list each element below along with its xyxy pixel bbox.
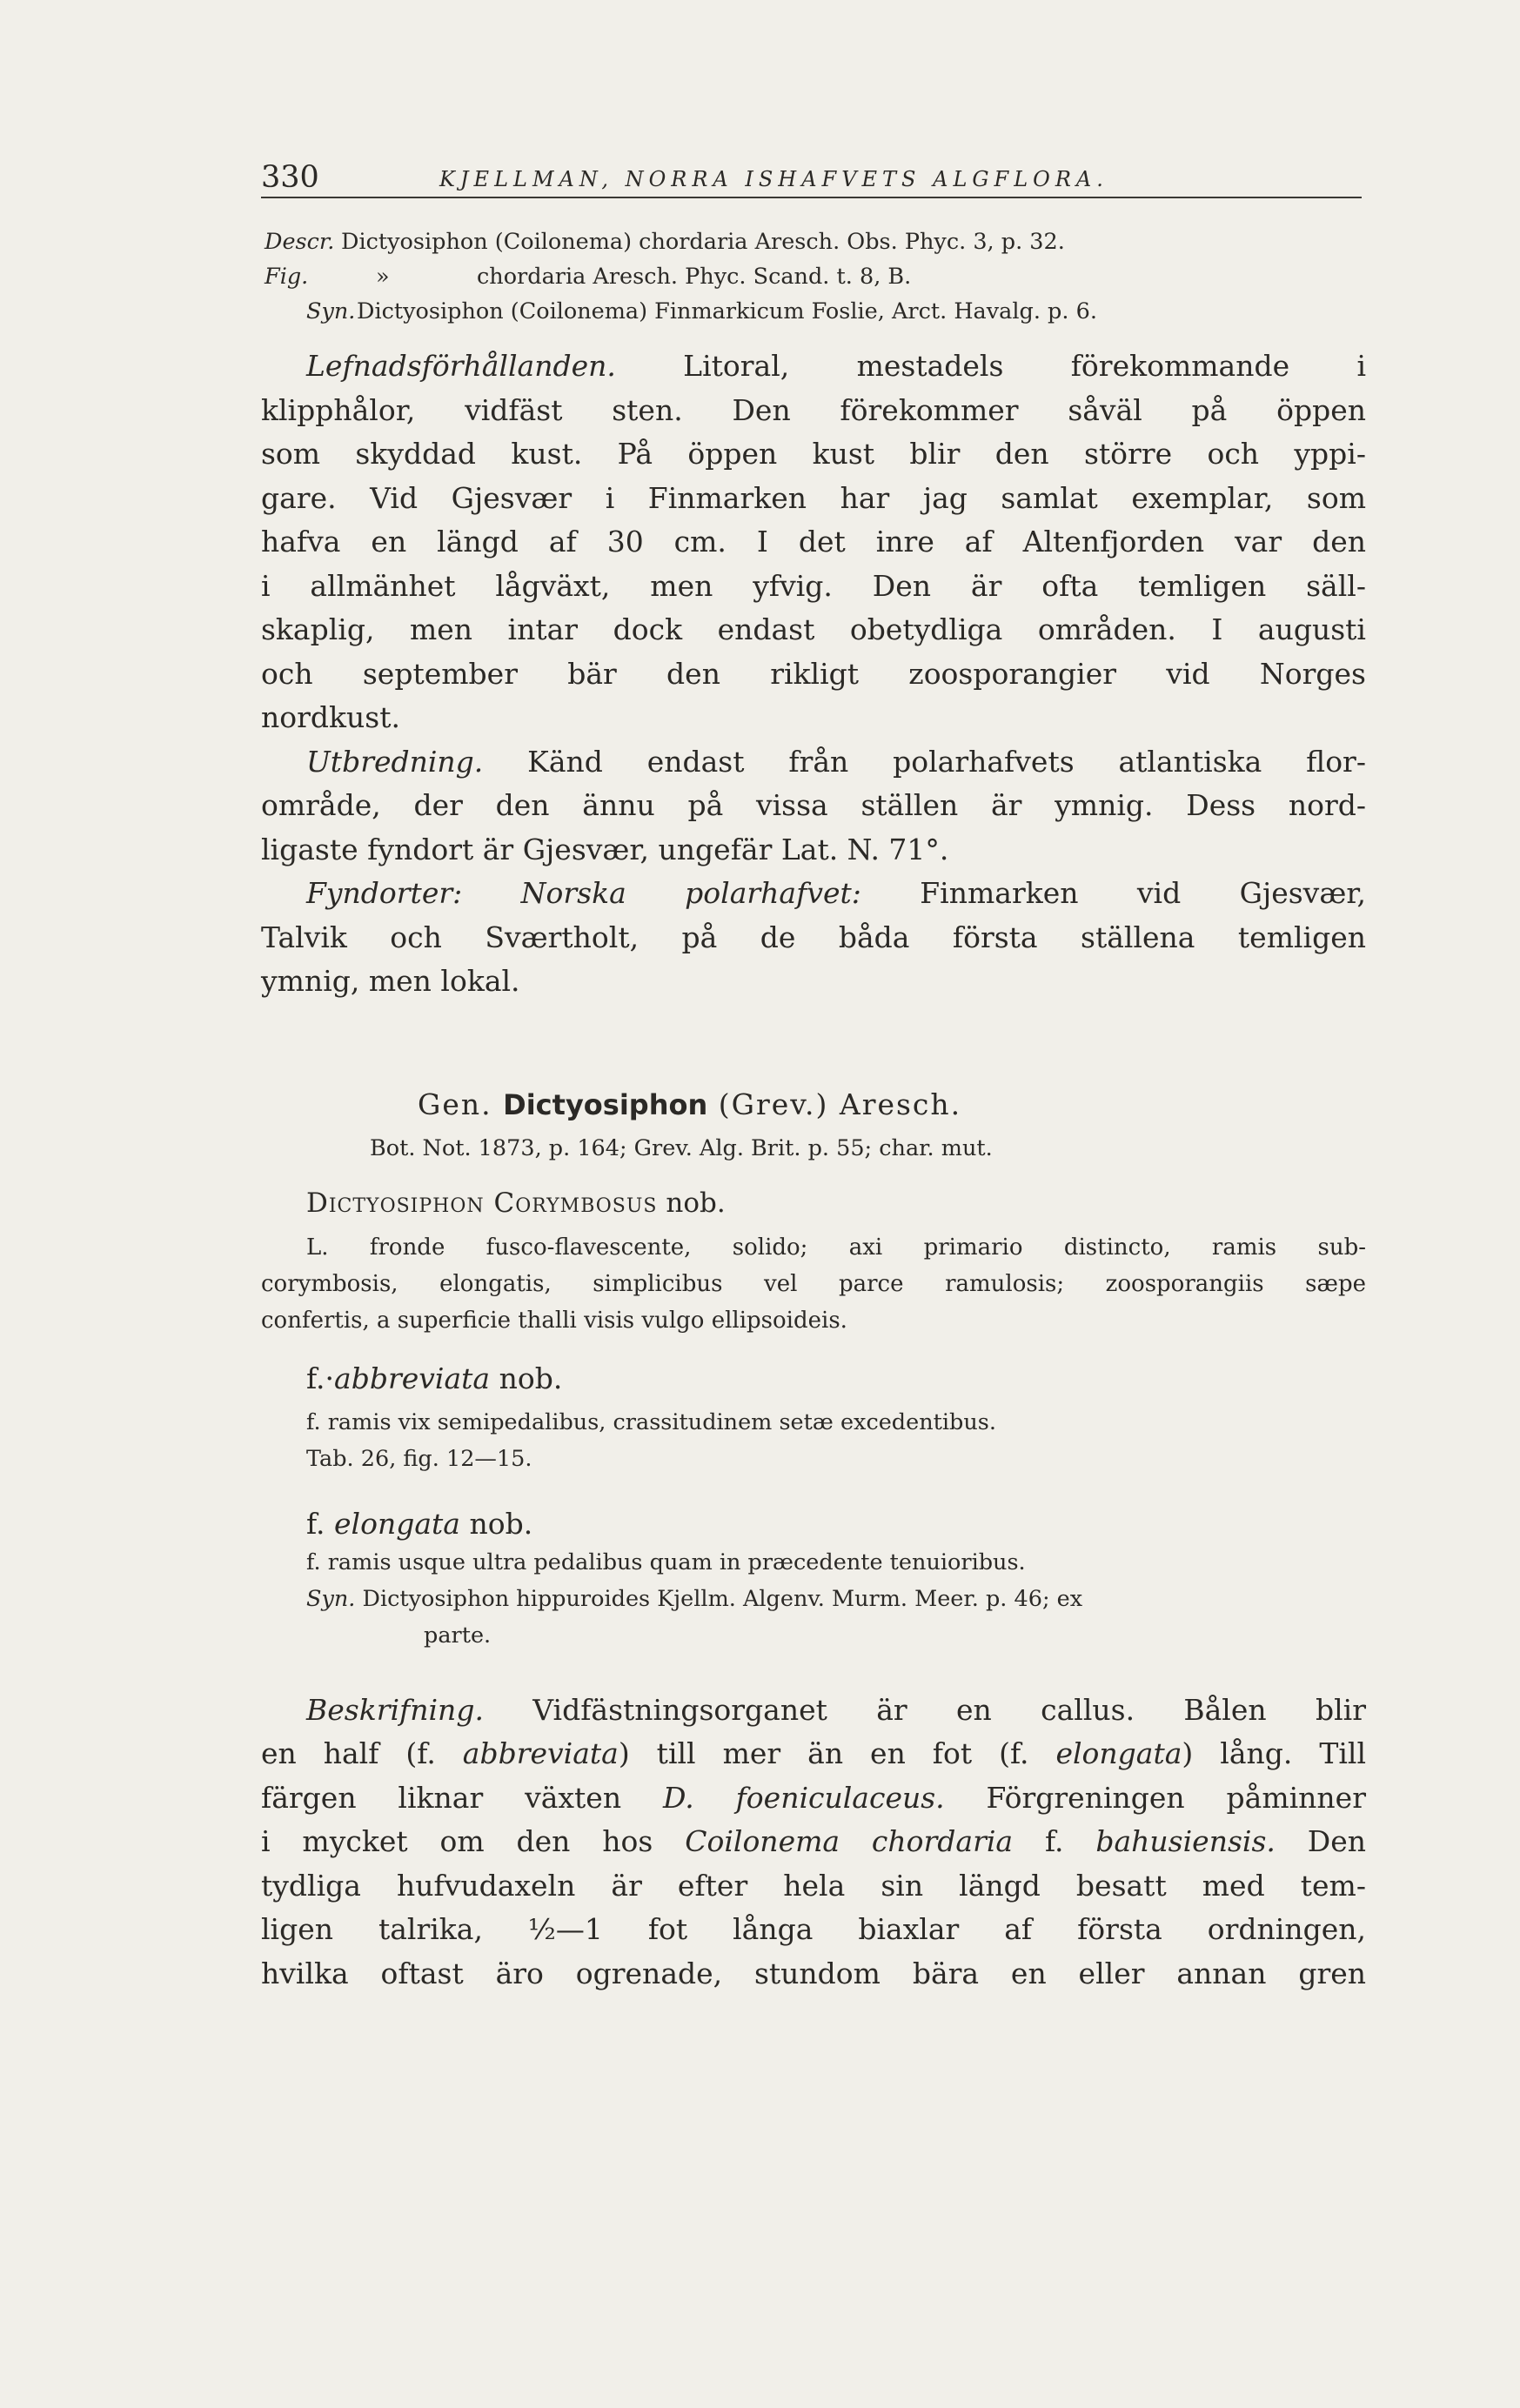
descr-text: Dictyosiphon (Coilonema) chordaria Aresch. Obs. Phyc. 3, p. 32. bbox=[341, 229, 1065, 255]
text-line: gare. Vid Gjesvær i Finmarken har jag samlat exemplar, som bbox=[261, 480, 1366, 515]
text-line: Utbredning. Känd endast från polarhafvets atlantiska flor- bbox=[306, 744, 1366, 779]
ditto-mark: » bbox=[376, 264, 390, 290]
text-line: Fyndorter: Norska polarhafvet: Finmarken vid Gjesvær, bbox=[306, 876, 1366, 910]
text-line: klipphålor, vidfäst sten. Den förekommer såväl på öppen bbox=[261, 392, 1366, 427]
text-line: och september bär den rikligt zoosporangier vid Norges bbox=[261, 656, 1366, 691]
syn-text: Dictyosiphon (Coilonema) Finmarkicum Foslie, Arct. Havalg. p. 6. bbox=[357, 298, 1097, 324]
distribution-label: Utbredning. bbox=[306, 744, 484, 779]
syn-label: Syn. bbox=[306, 1585, 356, 1612]
genus-name: Dictyosiphon bbox=[503, 1087, 708, 1121]
forma-tab-line: Tab. 26, fig. 12—15. bbox=[306, 1445, 532, 1472]
forma-syn-continuation: parte. bbox=[424, 1622, 492, 1649]
habitat-label: Lefnadsförhållanden. bbox=[306, 349, 616, 383]
forma-name: abbreviata bbox=[334, 1361, 491, 1395]
genus-reference: Bot. Not. 1873, p. 164; Grev. Alg. Brit. p. 55; char. mut. bbox=[370, 1134, 993, 1161]
genus-heading bbox=[261, 1087, 1366, 1121]
descr-label: Descr. bbox=[264, 229, 335, 255]
text-line: tydliga hufvudaxeln är efter hela sin längd besatt med tem- bbox=[261, 1868, 1366, 1903]
text-line: ymnig, men lokal. bbox=[261, 964, 520, 998]
localities-label: Fyndorter: bbox=[306, 876, 463, 910]
text-line: L. fronde fusco-flavescente, solido; axi primario distincto, ramis sub- bbox=[306, 1234, 1366, 1261]
forma-elongata-description bbox=[261, 1544, 1366, 1654]
forma-author: nob. bbox=[490, 1361, 563, 1395]
text-line: färgen liknar växten D. foeniculaceus. Förgreningen påminner bbox=[261, 1780, 1366, 1815]
text-line: Beskrifning. Vidfästningsorganet är en callus. Bålen blir bbox=[306, 1692, 1366, 1727]
forma-desc-line: f. ramis usque ultra pedalibus quam in præcedente tenuioribus. bbox=[306, 1548, 1026, 1575]
text-line: ligen talrika, ½—1 fot långa biaxlar af första ordningen, bbox=[261, 1912, 1366, 1946]
text-line: hvilka oftast äro ogrenade, stundom bära en eller annan gren bbox=[261, 1956, 1366, 1990]
page-number: 330 bbox=[261, 160, 319, 195]
text-line: ligaste fyndort är Gjesvær, ungefär Lat. N. 71°. bbox=[261, 832, 949, 866]
fig-text: chordaria Aresch. Phyc. Scand. t. 8, B. bbox=[477, 264, 912, 290]
text-line: skaplig, men intar dock endast obetydliga områden. I augusti bbox=[261, 612, 1366, 646]
text-line: område, der den ännu på vissa ställen är ymnig. Dess nord- bbox=[261, 788, 1366, 822]
text-line: confertis, a superficie thalli visis vulgo ellipsoideis. bbox=[261, 1307, 847, 1334]
text-line: Lefnadsförhållanden. Litoral, mestadels förekommande i bbox=[306, 349, 1366, 383]
forma-name: elongata bbox=[334, 1506, 460, 1541]
description-paragraph bbox=[261, 1689, 1366, 1997]
syn-label: Syn. bbox=[306, 298, 356, 324]
text-line: Talvik och Sværtholt, på de båda första ställena temligen bbox=[261, 920, 1366, 954]
forma-prefix: f.· bbox=[306, 1361, 335, 1395]
habitat-paragraph bbox=[261, 344, 1366, 1004]
forma-desc-line: f. ramis vix semipedalibus, crassitudinem setæ excedentibus. bbox=[306, 1408, 996, 1435]
genus-authority: (Grev.) Aresch. bbox=[707, 1087, 962, 1121]
text-line: hafva en längd af 30 cm. I det inre af Altenfjorden var den bbox=[261, 525, 1366, 559]
forma-prefix: f. bbox=[306, 1506, 325, 1541]
species-heading bbox=[261, 1187, 1366, 1219]
running-title: KJELLMAN, NORRA ISHAFVETS ALGFLORA. bbox=[439, 167, 1108, 191]
forma-abbreviata-description bbox=[261, 1404, 1366, 1477]
forma-author: nob. bbox=[459, 1506, 533, 1541]
species-name: Dictyosiphon Corymbosus bbox=[306, 1187, 658, 1219]
forma-abbreviata-heading bbox=[261, 1361, 1366, 1395]
genus-prefix: Gen. bbox=[418, 1087, 492, 1121]
reference-block bbox=[261, 224, 1366, 329]
fig-label: Fig. bbox=[264, 264, 309, 290]
page-header bbox=[261, 157, 1362, 198]
species-latin-diagnosis bbox=[261, 1229, 1366, 1339]
syn-reference bbox=[261, 294, 1366, 329]
fig-reference bbox=[261, 259, 1366, 294]
description-label: Beskrifning. bbox=[306, 1692, 484, 1727]
forma-syn-line: Syn. Dictyosiphon hippuroides Kjellm. Algenv. Murm. Meer. p. 46; ex bbox=[306, 1585, 1083, 1612]
forma-elongata-heading bbox=[261, 1507, 1366, 1541]
text-line: en half (f. abbreviata) till mer än en fot (f. elongata) lång. Till bbox=[261, 1736, 1367, 1770]
text-line: som skyddad kust. På öppen kust blir den större och yppi- bbox=[261, 437, 1366, 471]
species-author: nob. bbox=[657, 1187, 726, 1219]
text-line: nordkust. bbox=[261, 700, 400, 734]
descr-reference bbox=[261, 224, 1366, 259]
text-line: i allmänhet lågväxt, men yfvig. Den är ofta temligen säll- bbox=[261, 568, 1366, 603]
text-line: i mycket om den hos Coilonema chordaria f. bahusiensis. Den bbox=[261, 1824, 1366, 1858]
page-content bbox=[261, 157, 1366, 1996]
localities-sublabel: Norska polarhafvet: bbox=[520, 876, 861, 910]
text-line: corymbosis, elongatis, simplicibus vel parce ramulosis; zoosporangiis sæpe bbox=[261, 1270, 1366, 1297]
